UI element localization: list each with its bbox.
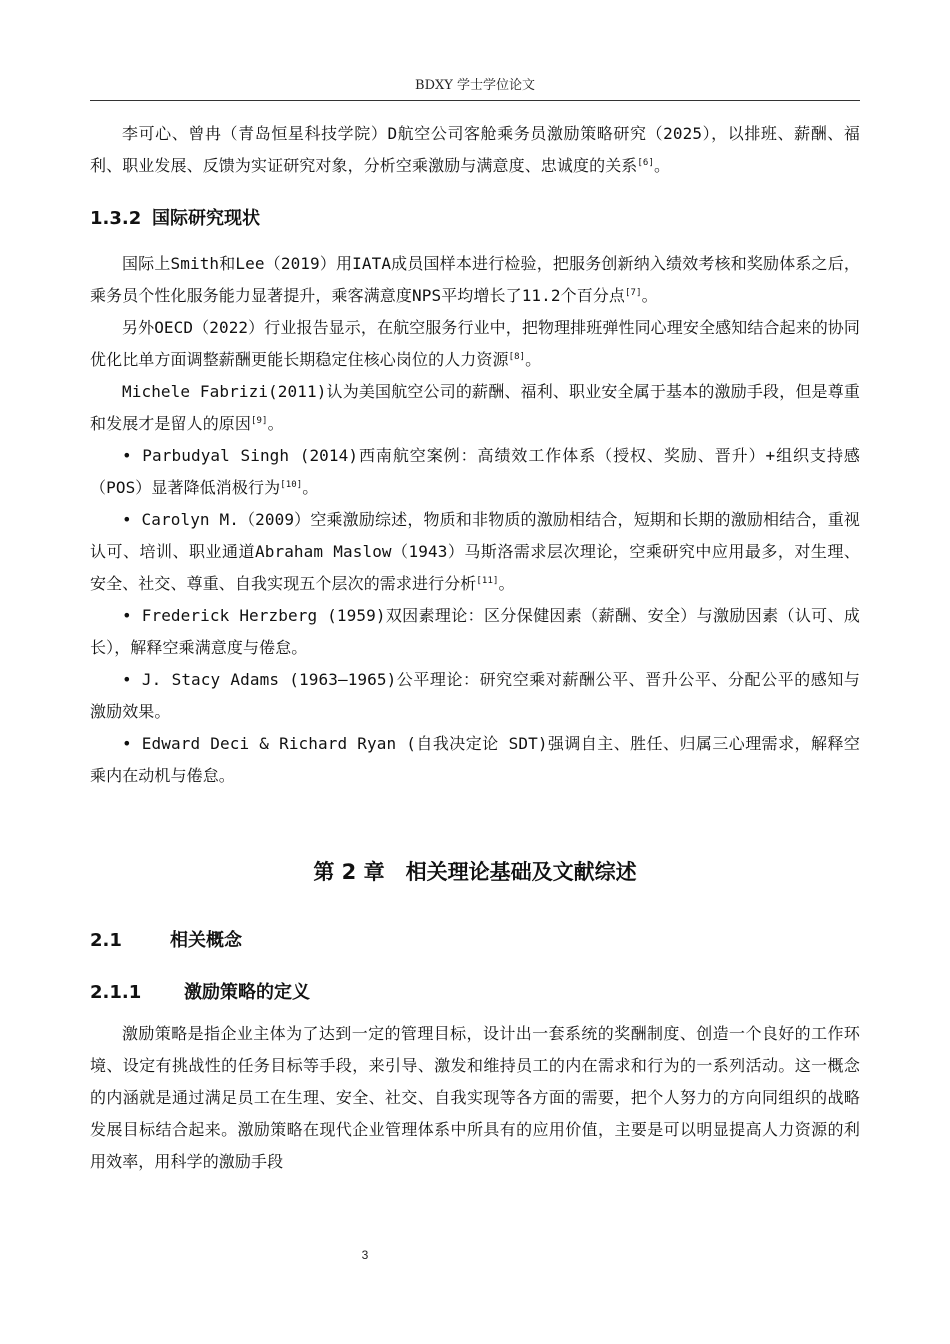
section-number: 2.1.1 <box>90 982 142 1003</box>
citation: [8] <box>508 352 526 362</box>
bullet-adams: • J. Stacy Adams (1963–1965)公平理论：研究空乘对薪酬公平、晋升公平、分配公平的感知与激励效果。 <box>90 670 860 721</box>
citation: [11] <box>476 576 499 586</box>
paragraph-text: • Parbudyal Singh (2014)西南航空案例：高绩效工作体系（授权、奖励、晋升）+组织支持感（POS）显著降低消极行为 <box>90 446 860 497</box>
section-number: 2.1 <box>90 930 122 951</box>
paragraph-definition: 激励策略是指企业主体为了达到一定的管理目标，设计出一套系统的奖酬制度、创造一个良好的工作环境、设定有挑战性的任务目标等手段，来引导、激发和维持员工的内在需求和行为的一系列活动。这一概念的内涵就是通过满足员工在生理、安全、社交、自我实现等各方面的需要，把个人努力的方向同组织的战略发展目标结合起来。激励策略在现代企业管理体系中所具有的应用价值，主要是可以明显提高人力资源的利用效率，用科学的激励手段 <box>90 1024 860 1171</box>
section-title: 激励策略的定义 <box>184 982 310 1003</box>
section-heading-2-1 <box>90 914 860 968</box>
bullet-deci-ryan: • Edward Deci & Richard Ryan (自我决定论 SDT)强调自主、胜任、归属三心理需求，解释空乘内在动机与倦怠。 <box>90 734 860 785</box>
citation: [10] <box>280 480 303 490</box>
paragraph-fabrizi <box>90 376 860 440</box>
bullet-herzberg: • Frederick Herzberg (1959)双因素理论：区分保健因素（薪酬、安全）与激励因素（认可、成长），解释空乘满意度与倦怠。 <box>90 606 860 657</box>
paragraph-end: 。 <box>641 286 658 305</box>
paragraph-text: 另外OECD（2022）行业报告显示，在航空服务行业中，把物理排班弹性同心理安全感知结合起来的协同优化比单方面调整薪酬更能长期稳定住核心岗位的人力资源 <box>90 318 860 369</box>
chapter-title: 第 2 章 相关理论基础及文献综述 <box>313 860 637 884</box>
bullet-singh <box>90 440 860 504</box>
bullet-carolyn <box>90 504 860 600</box>
paragraph-smith-lee <box>90 248 860 312</box>
section-heading-2-1-1 <box>90 968 860 1018</box>
paragraph-text: Michele Fabrizi(2011)认为美国航空公司的薪酬、福利、职业安全属于基本的激励手段，但是尊重和发展才是留人的原因 <box>90 382 860 433</box>
page-number: 3 <box>361 1248 369 1262</box>
page-content <box>90 118 860 1178</box>
paragraph-text: • Carolyn M.（2009）空乘激励综述，物质和非物质的激励相结合，短期和长期的激励相结合，重视认可、培训、职业通道Abraham Maslow（1943）马斯洛需求层次理论，空乘研究中应用最多，对生理、安全、社交、尊重、自我实现五个层次的需求进行分析 <box>90 510 860 593</box>
citation: [7] <box>625 288 642 298</box>
paragraph-end: 。 <box>498 574 515 593</box>
paragraph-end: 。 <box>302 478 319 497</box>
paragraph-oecd <box>90 312 860 376</box>
section-heading-1-3-2 <box>90 190 860 248</box>
section-title: 相关概念 <box>170 930 242 951</box>
paragraph-li-kexin <box>90 118 860 182</box>
section-number: 1.3.2 <box>90 208 142 229</box>
section-title: 国际研究现状 <box>152 208 260 229</box>
citation: [9] <box>251 416 268 426</box>
paragraph-text: 李可心、曾冉（青岛恒星科技学院）D航空公司客舱乘务员激励策略研究（2025），以排班、薪酬、福利、职业发展、反馈为实证研究对象，分析空乘激励与满意度、忠诚度的关系 <box>90 124 860 175</box>
paragraph-end: 。 <box>525 350 542 369</box>
running-header: BDXY 学士学位论文 <box>90 74 860 101</box>
paragraph-text: 国际上Smith和Lee（2019）用IATA成员国样本进行检验，把服务创新纳入绩效考核和奖励体系之后，乘务员个性化服务能力显著提升，乘客满意度NPS平均增长了11.2个百分点 <box>90 254 860 305</box>
citation: [6] <box>637 158 654 168</box>
paragraph-end: 。 <box>653 156 671 175</box>
paragraph-end: 。 <box>267 414 284 433</box>
